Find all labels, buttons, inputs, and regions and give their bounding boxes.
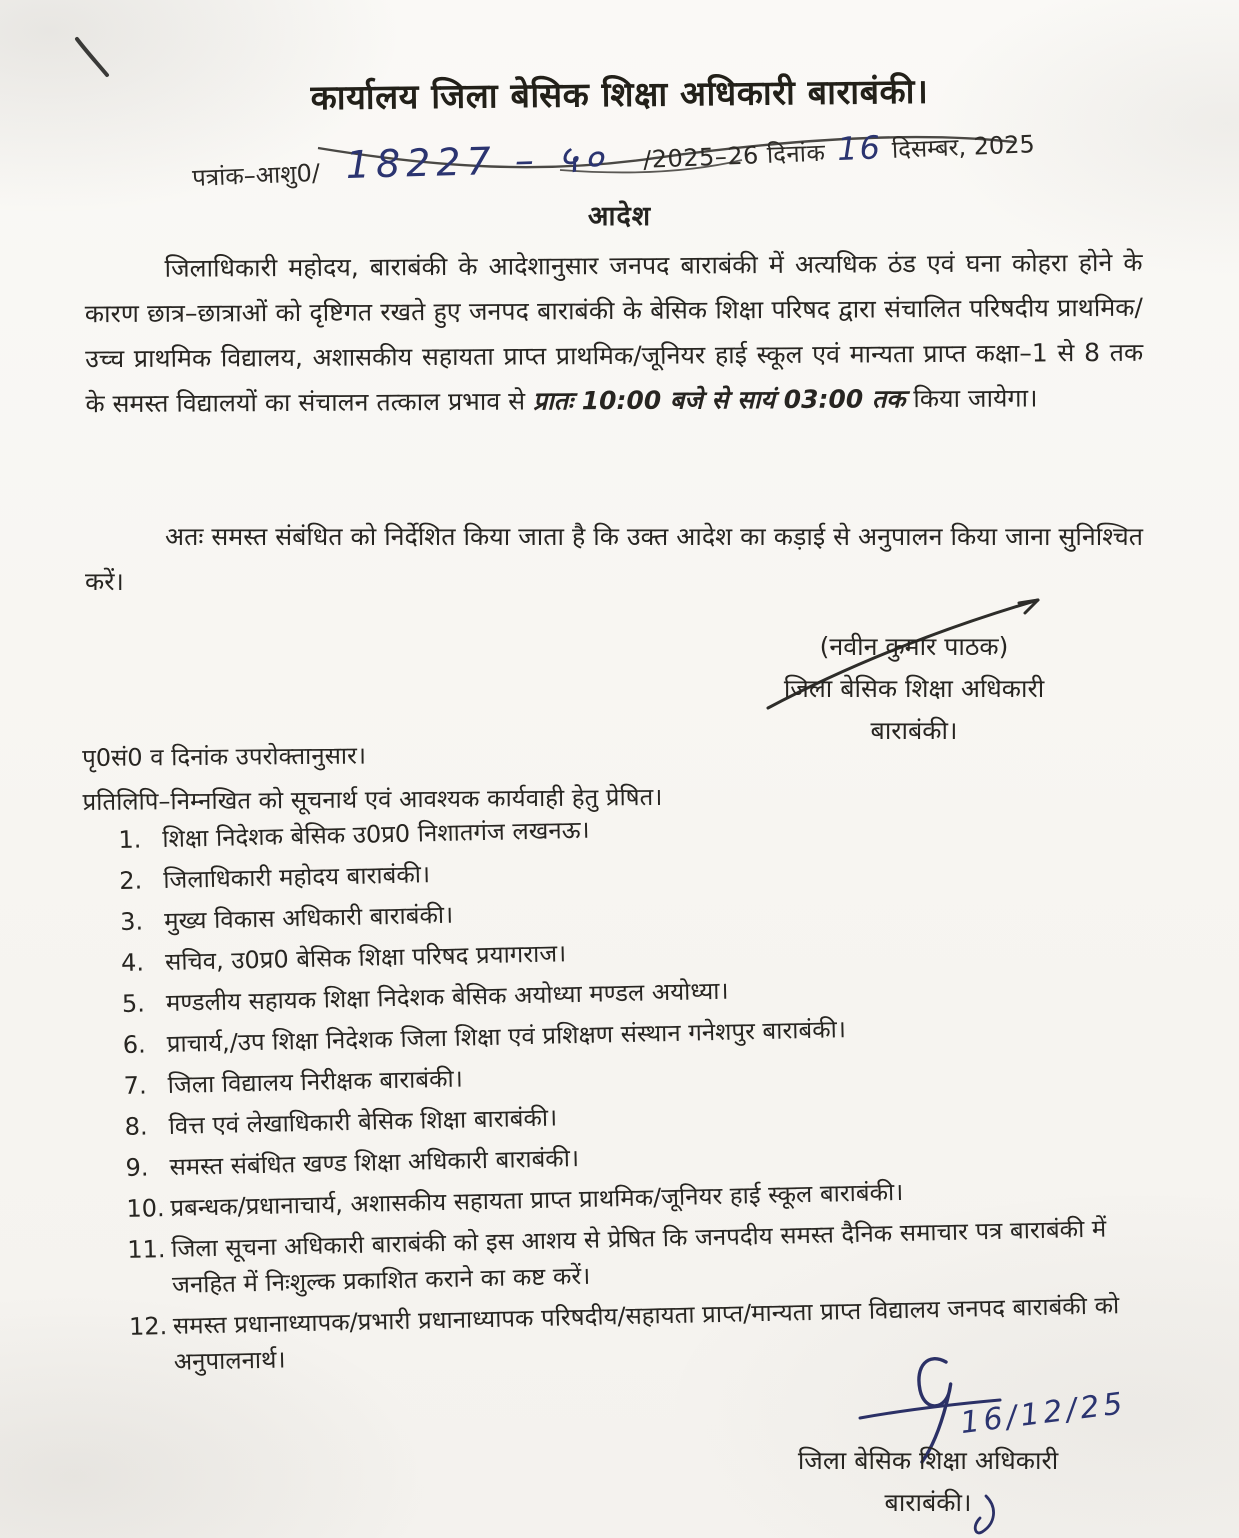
list-item-number: 2. [118, 866, 143, 895]
signatory-name: (नवीन कुमार पाठक) [819, 632, 1009, 661]
order-heading: आदेश [587, 201, 652, 232]
bottom-signatory-place: बाराबंकी। [884, 1487, 972, 1517]
compliance-paragraph: अतः समस्त संबंधित को निर्देशित किया जाता है कि उक्त आदेश का कड़ाई से अनुपालन किया जाना सुनिश्चित करें। [85, 522, 1143, 596]
para1-text-start: जिलाधिकारी महोदय, बाराबंकी के आदेशानुसार जनपद बाराबंकी में अत्यधिक ठंड एवं घना कोहरा होने के कारण छात्र–छात्राओं को दृष्टिगत रखते हुए जनपद बाराबंकी के बेसिक शिक्षा परिषद द्वारा संचालित परिषदीय प्राथमिक/उच्च प्राथमिक विद्यालय, अशासकीय सहायता प्राप्त प्राथमिक/जूनियर हाई स्कूल एवं मान्यता प्राप्त कक्षा–1 से 8 तक के समस्त विद्यालयों का संचालन तत्काल प्रभाव से [84, 247, 1144, 419]
list-item-text: जिला सूचना अधिकारी बाराबंकी को इस आशय से प्रेषित कि जनपदीय समस्त दैनिक समाचार पत्र बाराबंकी में जनहित में निःशुल्क प्रकाशित कराने का कष्ट करें। [171, 1214, 1107, 1299]
list-item-text: शिक्षा निदेशक बेसिक उ0प्र0 निशातगंज लखनऊ। [162, 815, 590, 854]
list-item-text: मण्डलीय सहायक शिक्षा निदेशक बेसिक अयोध्या मण्डल अयोध्या। [165, 976, 729, 1017]
pen-mark-icon [77, 39, 107, 75]
copy-forward-line: प्रतिलिपि–निम्नखित को सूचनार्थ एवं आवश्यक कार्यवाही हेतु प्रेषित। [82, 783, 663, 817]
list-item-number: 10. [126, 1194, 165, 1223]
copy-to-list [118, 800, 1140, 1386]
bottom-signatory-block [728, 1440, 1128, 1523]
list-item-number: 7. [123, 1071, 147, 1100]
date-month-year-label: दिसम्बर, 2025 [891, 130, 1036, 164]
list-item [129, 1287, 1140, 1381]
list-item-text: सचिव, उ0प्र0 बेसिक शिक्षा परिषद प्रयागराज। [164, 939, 567, 977]
endorsement-ref-line: पृ0सं0 व दिनांक उपरोक्तानुसार। [82, 741, 367, 772]
list-item-number: 1. [118, 825, 142, 854]
office-title: कार्यालय जिला बेसिक शिक्षा अधिकारी बाराबंकी। [310, 71, 929, 119]
ref-number-handwritten: 18227 – ५० [344, 136, 610, 187]
list-item-text: प्राचार्य,/उप शिक्षा निदेशक जिला शिक्षा एवं प्रशिक्षण संस्थान गनेशपुर बाराबंकी। [166, 1015, 847, 1058]
list-item-text: समस्त प्रधानाध्यापक/प्रभारी प्रधानाध्यापक परिषदीय/सहायता प्राप्त/मान्यता प्राप्त विद्यालय जनपद बाराबंकी को अनुपालनार्थ। [172, 1291, 1120, 1376]
list-item-number: 4. [120, 948, 145, 977]
list-item-text: मुख्य विकास अधिकारी बाराबंकी। [163, 900, 454, 936]
signatory-place: बाराबंकी। [870, 716, 958, 745]
signatory-title: जिला बेसिक शिक्षा अधिकारी [783, 674, 1045, 703]
list-item-text: जिला विद्यालय निरीक्षक बाराबंकी। [167, 1064, 464, 1099]
list-item-text: समस्त संबंधित खण्ड शिक्षा अधिकारी बाराबंकी। [169, 1144, 580, 1181]
list-item-number: 8. [124, 1112, 148, 1141]
bottom-signatory-title: जिला बेसिक शिक्षा अधिकारी [797, 1446, 1059, 1475]
ref-session-and-date-label: /2025–26 दिनांक [642, 138, 826, 174]
date-day-handwritten: 16 [836, 128, 883, 169]
ref-prefix-label: पत्रांक–आशु0/ [191, 158, 321, 192]
list-item-number: 12. [128, 1312, 168, 1341]
list-item-number: 3. [119, 907, 144, 936]
list-item-number: 5. [121, 989, 146, 1018]
list-item-text: प्रबन्धक/प्रधानाचार्य, अशासकीय सहायता प्राप्त प्राथमिक/जूनियर हाई स्कूल बाराबंकी। [170, 1177, 904, 1222]
list-item-number: 6. [122, 1030, 147, 1059]
para1-timing-emphasis: प्रातः 10:00 बजे से सायं 03:00 तक [532, 384, 906, 416]
list-item-text: वित्त एवं लेखाधिकारी बेसिक शिक्षा बाराबंकी। [168, 1103, 558, 1140]
list-item-text: जिलाधिकारी महोदय बाराबंकी। [162, 860, 431, 895]
order-body-paragraph [84, 240, 1143, 426]
list-item-number: 11. [127, 1235, 166, 1264]
bottom-signature-date-handwritten: 16/12/25 [958, 1385, 1129, 1442]
reference-line [191, 110, 1092, 198]
list-item-number: 9. [125, 1153, 149, 1182]
para1-text-end: किया जायेगा। [905, 383, 1038, 414]
